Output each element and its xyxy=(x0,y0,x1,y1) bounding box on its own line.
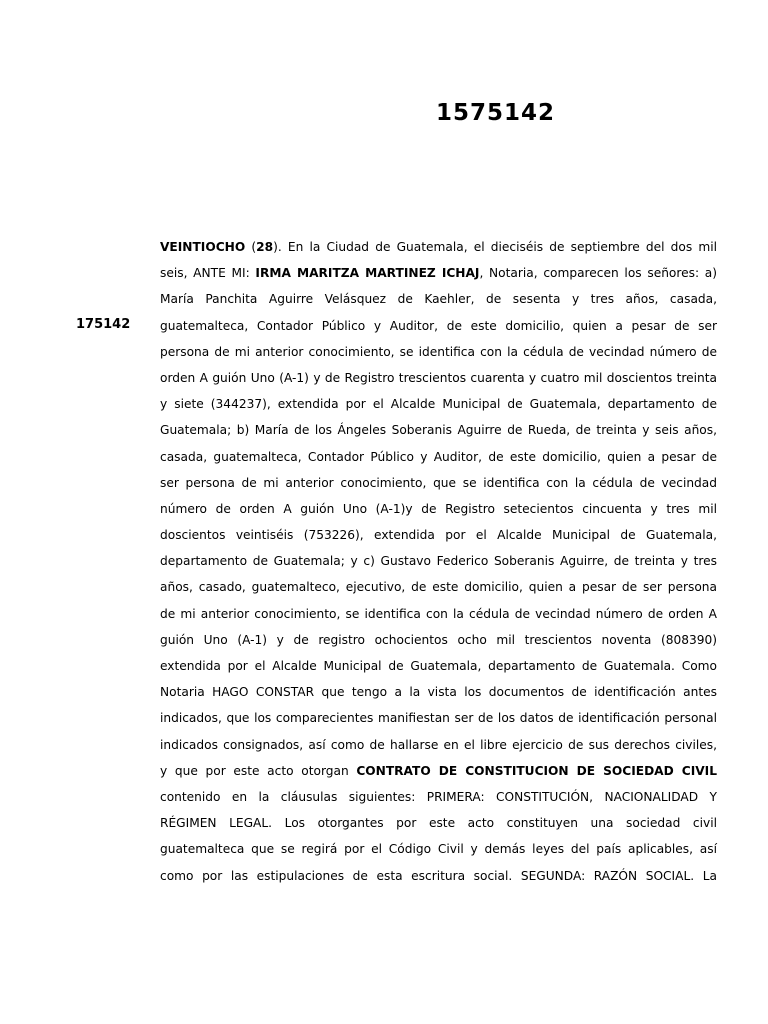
margin-number: 175142 xyxy=(76,317,131,332)
text-line xyxy=(160,758,717,784)
text-segment: doscientos veintiséis (753226), extendida por el Alcalde Municipal de Guatemala, xyxy=(160,528,717,543)
text-segment: años, casado, guatemalteco, ejecutivo, de este domicilio, quien a pesar de ser persona xyxy=(160,580,717,595)
text-segment: contenido en la cláusulas siguientes: PRIMERA: CONSTITUCIÓN, NACIONALIDAD Y xyxy=(160,789,717,804)
text-line xyxy=(160,732,717,758)
text-segment: indicados consignados, así como de hallarse en el libre ejercicio de sus derechos civiles, xyxy=(160,737,717,752)
text-segment: ( xyxy=(245,240,257,254)
text-line xyxy=(160,705,717,731)
text-line xyxy=(160,574,717,600)
text-segment: guatemalteca que se regirá por el Código Civil y demás leyes del país aplicables, así xyxy=(160,842,717,857)
text-segment: número de orden A guión Uno (A-1)y de Registro setecientos cincuenta y tres mil xyxy=(160,501,717,516)
document-number: 1575142 xyxy=(436,100,556,126)
text-segment: orden A guión Uno (A-1) y de Registro trescientos cuarenta y cuatro mil doscientos treinta xyxy=(160,370,717,385)
text-line xyxy=(160,365,717,391)
text-line xyxy=(160,470,717,496)
text-line xyxy=(160,679,717,705)
bold-text-segment: 28 xyxy=(256,240,274,254)
text-line xyxy=(160,863,717,889)
text-segment: de mi anterior conocimiento, se identifica con la cédula de vecindad número de orden A xyxy=(160,606,717,621)
text-line xyxy=(160,391,717,417)
text-line xyxy=(160,784,717,810)
text-segment: departamento de Guatemala; y c) Gustavo Federico Soberanis Aguirre, de treinta y tres xyxy=(160,554,717,569)
text-segment: Notaria HAGO CONSTAR que tengo a la vista los documentos de identificación antes xyxy=(160,685,717,700)
text-segment: y siete (344237), extendida por el Alcalde Municipal de Guatemala, departamento de xyxy=(160,397,717,412)
text-line xyxy=(160,496,717,522)
text-segment: indicados, que los comparecientes manifiestan ser de los datos de identificación personal xyxy=(160,711,717,726)
text-segment: guatemalteca, Contador Público y Auditor, de este domicilio, quien a pesar de ser xyxy=(160,318,717,333)
text-line xyxy=(160,234,717,260)
text-segment: , Notaria, comparecen los señores: a) xyxy=(479,266,718,281)
bold-text-segment: CONTRATO DE CONSTITUCION DE SOCIEDAD CIVIL xyxy=(356,763,717,778)
text-segment: seis, ANTE MI: xyxy=(160,266,256,281)
bold-text-segment: IRMA MARITZA MARTINEZ ICHAJ xyxy=(255,266,480,281)
text-segment: casada, guatemalteca, Contador Público y Auditor, de este domicilio, quien a pesar de xyxy=(160,449,717,464)
text-segment: extendida por el Alcalde Municipal de Guatemala, departamento de Guatemala. Como xyxy=(160,659,717,673)
document-body xyxy=(160,234,717,889)
text-segment: Guatemala; b) María de los Ángeles Soberanis Aguirre de Rueda, de treinta y seis años, xyxy=(160,423,717,438)
bold-text-segment: VEINTIOCHO xyxy=(160,240,246,254)
text-line xyxy=(160,417,717,443)
text-line xyxy=(160,286,717,312)
text-segment: persona de mi anterior conocimiento, se identifica con la cédula de vecindad número de xyxy=(160,344,717,359)
text-segment: guión Uno (A-1) y de registro ochocientos ocho mil trescientos noventa (808390) xyxy=(160,632,717,647)
text-line xyxy=(160,548,717,574)
text-segment: María Panchita Aguirre Velásquez de Kaehler, de sesenta y tres años, casada, xyxy=(160,292,717,307)
text-segment: como por las estipulaciones de esta escritura social. SEGUNDA: RAZÓN SOCIAL. La xyxy=(160,868,717,883)
text-segment: RÉGIMEN LEGAL. Los otorgantes por este acto constituyen una sociedad civil xyxy=(160,816,717,831)
text-line xyxy=(160,627,717,653)
text-segment: ). En la Ciudad de Guatemala, el dieciséis de septiembre del dos mil xyxy=(273,240,717,254)
text-line xyxy=(160,836,717,862)
text-segment: ser persona de mi anterior conocimiento, que se identifica con la cédula de vecindad xyxy=(160,475,717,490)
text-segment: y que por este acto otorgan xyxy=(160,763,357,778)
text-line xyxy=(160,522,717,548)
text-line xyxy=(160,810,717,836)
text-line xyxy=(160,339,717,365)
text-line xyxy=(160,444,717,470)
text-line xyxy=(160,653,717,679)
text-line xyxy=(160,601,717,627)
text-line xyxy=(160,313,717,339)
text-line xyxy=(160,260,717,286)
